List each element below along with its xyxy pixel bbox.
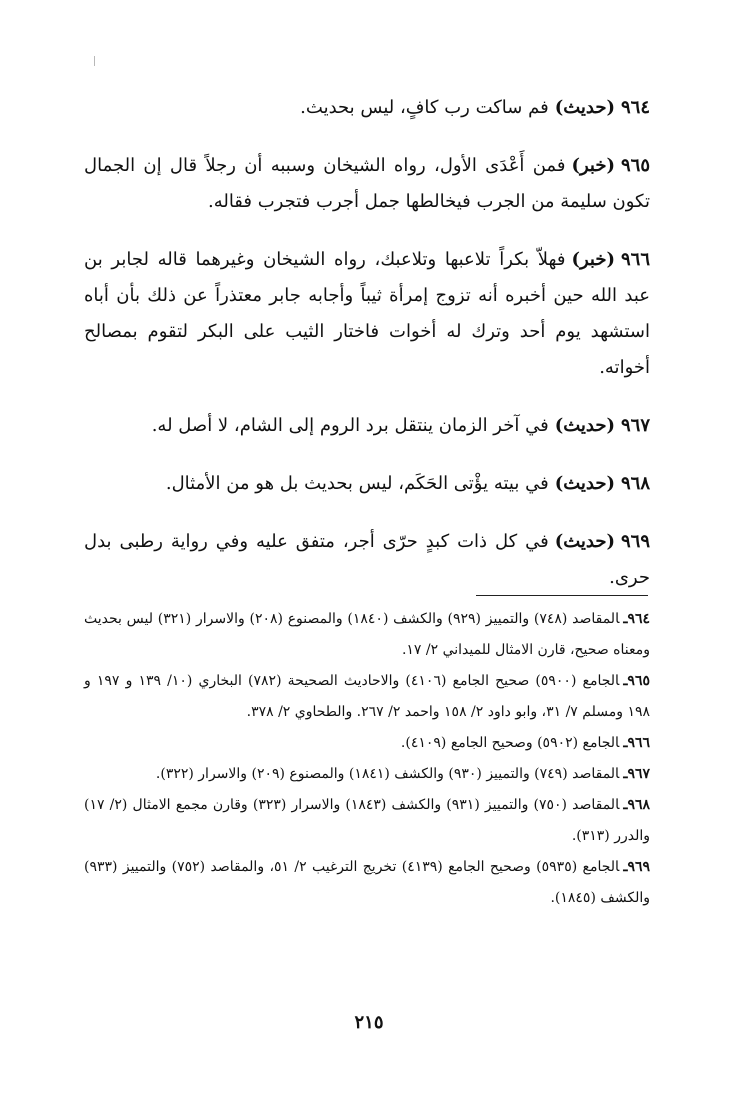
entry-tag: (حديث) xyxy=(554,473,615,494)
footnote-966 xyxy=(84,728,650,759)
footnote-967 xyxy=(84,759,650,790)
footnote-text: الجامع (٥٩٠٢) وصحيح الجامع (٤١٠٩). xyxy=(400,735,620,751)
entry-text: في كل ذات كبدٍ حرّى أجر، متفق عليه وفي رواية رطبى بدل حرى. xyxy=(84,531,650,588)
footnote-number: ٩٦٤ـ xyxy=(623,611,651,627)
entry-tag: (حديث) xyxy=(554,415,615,436)
entry-number: ٩٦٥ xyxy=(620,155,650,176)
entry-number: ٩٦٤ xyxy=(620,97,650,118)
footnotes xyxy=(84,604,650,914)
footnote-text: الجامع (٥٩٣٥) وصحيح الجامع (٤١٣٩) تخريج الترغيب ٢/ ٥١، والمقاصد (٧٥٢) والتمييز (٩٣٣) والكشف (١٨٤٥). xyxy=(84,859,650,906)
footnote-964 xyxy=(84,604,650,666)
entry-text: فمن أَعْدَى الأول، رواه الشيخان وسببه أن رجلاً قال إن الجمال تكون سليمة من الجرب فيخالطها جمل أجرب فتجرب فقاله. xyxy=(84,155,650,212)
footnote-965 xyxy=(84,666,650,728)
entry-number: ٩٦٦ xyxy=(620,249,650,270)
footnote-number: ٩٦٧ـ xyxy=(623,766,650,782)
entry-967 xyxy=(84,408,650,444)
hadith-entries xyxy=(84,90,650,618)
footnote-number: ٩٦٥ـ xyxy=(623,673,650,689)
entry-tag: (حديث) xyxy=(554,531,615,552)
entry-tag: (حديث) xyxy=(554,97,615,118)
footnote-separator xyxy=(476,595,648,596)
scan-mark xyxy=(94,56,95,66)
footnote-number: ٩٦٩ـ xyxy=(623,859,650,875)
page-number: ٢١٥ xyxy=(354,1012,384,1033)
footnote-number: ٩٦٨ـ xyxy=(623,797,651,813)
footnote-text: المقاصد (٧٤٩) والتمييز (٩٣٠) والكشف (١٨٤١) والمصنوع (٢٠٩) والاسرار (٣٢٢). xyxy=(155,766,620,782)
entry-number: ٩٦٧ xyxy=(620,415,650,436)
entry-tag: (خبر) xyxy=(571,155,615,176)
entry-text: في بيته يؤْتى الحَكَم، ليس بحديث بل هو من الأمثال. xyxy=(165,473,549,494)
footnote-number: ٩٦٦ـ xyxy=(623,735,650,751)
footnote-969 xyxy=(84,852,650,914)
entry-text: في آخر الزمان ينتقل برد الروم إلى الشام، لا أصل له. xyxy=(151,415,549,436)
footnote-text: المقاصد (٧٤٨) والتمييز (٩٢٩) والكشف (١٨٤٠) والمصنوع (٢٠٨) والاسرار (٣٢١) ليس بحديث ومعناه صحيح، قارن الامثال للميداني ٢/ ١٧. xyxy=(84,611,650,658)
entry-text: فم ساكت رب كافٍ، ليس بحديث. xyxy=(300,97,549,118)
entry-964 xyxy=(84,90,650,126)
entry-965 xyxy=(84,148,650,220)
entry-number: ٩٦٩ xyxy=(620,531,650,552)
entry-969 xyxy=(84,524,650,596)
footnote-text: المقاصد (٧٥٠) والتمييز (٩٣١) والكشف (١٨٤٣) والاسرار (٣٢٣) وقارن مجمع الامثال (٢/ ١٧) والدرر (٣١٣). xyxy=(84,797,650,844)
entry-968 xyxy=(84,466,650,502)
entry-tag: (خبر) xyxy=(571,249,615,270)
entry-text: فهلاّ بكراً تلاعبها وتلاعبك، رواه الشيخان وغيرهما قاله لجابر بن عبد الله حين أخبره أنه تزوج إمرأة ثيباً وأجابه جابر معتذراً عن ذلك بأن أباه استشهد يوم أحد وترك له أخوات فاختار الثيب على البكر لتقوم بمصالح أخواته. xyxy=(84,249,650,378)
entry-number: ٩٦٨ xyxy=(620,473,650,494)
footnote-text: الجامع (٥٩٠٠) صحيح الجامع (٤١٠٦) والاحاديث الصحيحة (٧٨٢) البخاري (١٠/ ١٣٩ و ١٩٧ و ١٩٨ ومسلم ٧/ ٣١، وابو داود ٢/ ١٥٨ واحمد ٢/ ٢٦٧. والطحاوي ٢/ ٣٧٨. xyxy=(84,673,650,720)
entry-966 xyxy=(84,242,650,386)
footnote-968 xyxy=(84,790,650,852)
